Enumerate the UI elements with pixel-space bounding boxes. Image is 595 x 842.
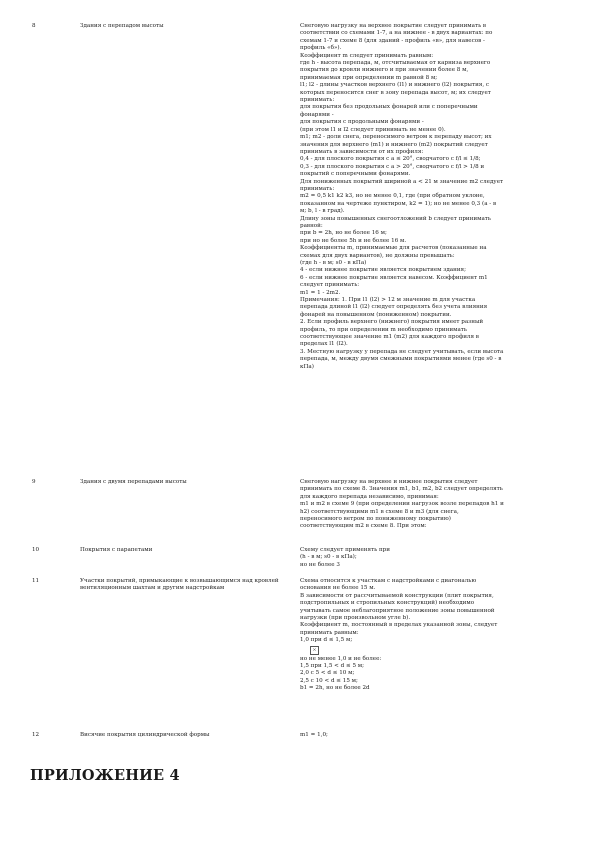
description-line: Коэффициенты m, принимаемые для расчетов (показанные на <box>300 245 487 252</box>
description-line: при b = 2h, но не более 16 м; <box>300 230 387 237</box>
description-line: но не более 3 <box>300 561 340 568</box>
description-line: при но не более 5h и не более 16 м. <box>300 237 407 244</box>
row-title: Здания с перепадом высоты <box>80 23 164 29</box>
description-line: фонарей на повышенном (пониженном) покрытии. <box>300 311 452 318</box>
row-description <box>300 547 562 569</box>
row-title: Здания с двумя перепадами высоты <box>80 479 187 485</box>
description-line: схемах для двух вариантов), не должны превышать: <box>300 252 455 259</box>
description-line: кПа) <box>300 363 314 370</box>
description-line: нагрузки (при произвольном угле b). <box>300 615 411 622</box>
row-description <box>300 479 562 531</box>
row-description <box>300 578 562 693</box>
description-line: принимать: <box>300 97 335 104</box>
description-line: показанном на чертеже пунктиром, k2 = 1); но не менее 0,3 (a - в <box>300 200 497 207</box>
description-line: 0,3 - для плоского покрытия с a > 20°, сводчатого с f/l > 1/8 и <box>300 163 485 170</box>
description-line: переносимого ветром по пониженному покрытию) <box>300 516 451 523</box>
description-line: соответствующим m2 в схеме 8. При этом: <box>300 523 427 530</box>
description-line: профиль, то при определении m необходимо принимать <box>300 326 467 333</box>
row-number: 11 <box>32 578 40 584</box>
description-line: В зависимости от рассчитываемой конструкции (плит покрытия, <box>300 592 494 599</box>
description-line: пределах l1 (l2). <box>300 341 348 348</box>
description-line: для каждого перепада независимо, принимая: <box>300 493 439 500</box>
description-line: 3. Местную нагрузку у перепада не следует учитывать, если высота <box>300 348 504 355</box>
description-line: соответствующее значение m1 (m2) для каждого профиля в <box>300 334 479 341</box>
description-line: перепада, м, между двумя смежными покрытиями менее (где s0 - в <box>300 356 502 363</box>
description-line: h2) соответствующими m1 в схеме 8 и m3 (для снега, <box>300 508 459 515</box>
description-line: Снеговую нагрузку на верхнее и нижнее покрытия следует <box>300 479 478 485</box>
description-line: 6 - если нижнее покрытие является навесом. Коэффициент m1 <box>300 274 488 281</box>
broken-image-line <box>300 645 562 656</box>
description-line: m1 = 1,0; <box>300 732 328 738</box>
description-line: Примечания: 1. При l1 (l2) > 12 м значение m для участка <box>300 297 476 304</box>
description-line: следует принимать: <box>300 282 360 289</box>
description-line: m2 = 0,5 k1 k2 k3, но не менее 0,1, где (при обратном уклоне, <box>300 193 485 200</box>
description-line: для покрытия без продольных фонарей или с поперечными <box>300 104 478 111</box>
description-line: значения для верхнего (m1) и нижнего (m2) покрытий следует <box>300 141 488 148</box>
row-number: 9 <box>32 479 36 485</box>
description-line: m1 = 1 - 2m2. <box>300 289 341 296</box>
description-line: соответствии со схемами 1-7, а на нижнее - в двух вариантах: по <box>300 30 493 37</box>
description-line: l1; l2 - длины участков верхнего (l1) и нижнего (l2) покрытия, с <box>300 82 490 89</box>
description-line: для покрытия с продольными фонарями - <box>300 119 424 126</box>
description-line: принимать: <box>300 185 335 192</box>
description-line: Схема относится к участкам с надстройками с диагональю <box>300 578 477 584</box>
description-line: схемам 1-7 и схеме 8 (для зданий - профиль «в», для навесов - <box>300 37 485 44</box>
description-line: Коэффициент m следует принимать равным: <box>300 52 434 59</box>
description-line: 1,5 при 1,5 < d ≤ 5 м; <box>300 663 365 670</box>
description-line: равной: <box>300 222 323 229</box>
description-line: Коэффициент m, постоянный в пределах указанной зоны, следует <box>300 622 498 629</box>
row-title: Покрытия с парапетами <box>80 547 153 553</box>
description-line: принимать равным: <box>300 629 359 636</box>
row-title: Висячие покрытия цилиндрической формы <box>80 732 210 738</box>
description-line: м; b, l - в град). <box>300 208 345 215</box>
description-line: Схему следует применять при <box>300 547 390 553</box>
description-line: m1 и m2 в схеме 9 (при определении нагрузок возле перепадов h1 и <box>300 501 504 508</box>
description-line: 2. Если профиль верхнего (нижнего) покрытия имеет разный <box>300 319 484 326</box>
description-line: перепада длиной l1 (l2) следует определять без учета влияния <box>300 304 488 311</box>
description-line: Длину зоны повышенных снегоотложений b следует принимать <box>300 215 491 222</box>
description-line: покрытия до кровли нижнего и при значении более 8 м, <box>300 67 469 74</box>
description-line: подстропильных и стропильных конструкций) необходимо <box>300 600 475 607</box>
description-line: где h - высота перепада, м, отсчитываемая от карниза верхнего <box>300 60 491 67</box>
description-line: покрытий с поперечными фонарями. <box>300 171 411 178</box>
row-title: Участки покрытий, примыкающие к возвышающимся над кровлей вентиляционным шахтам и другим надстройкам <box>80 578 279 592</box>
row-number: 10 <box>32 547 40 553</box>
description-line: (h - в м; s0 - в кПа); <box>300 554 357 561</box>
description-line: которых переносится снег в зону перепада высот, м; их следует <box>300 89 491 96</box>
description-line: 0,4 - для плоского покрытия с a ≤ 20°, сводчатого с f/l ≤ 1/8; <box>300 156 481 163</box>
description-line: Для пониженных покрытий шириной a < 21 м значение m2 следует <box>300 178 504 185</box>
description-line: 2,0 с 5 < d ≤ 10 м; <box>300 670 355 677</box>
description-line: но не менее 1,0 и не более: <box>300 655 382 662</box>
description-line: учитывать самое неблагоприятное положение зоны повышенной <box>300 607 495 614</box>
broken-image-icon: × <box>310 646 319 655</box>
description-line: фонарями - <box>300 111 334 118</box>
description-line: основания не более 15 м. <box>300 585 376 592</box>
description-line: принимать в зависимости от их профиля: <box>300 148 424 155</box>
description-line: (где h - в м; s0 - в кПа) <box>300 260 367 266</box>
row-description <box>300 732 562 739</box>
appendix-heading: ПРИЛОЖЕНИЕ 4 <box>30 767 180 784</box>
row-number: 8 <box>32 23 36 29</box>
description-line: 1,0 при d ≤ 1,5 м; <box>300 637 353 644</box>
row-number: 12 <box>32 732 40 738</box>
description-line: профиль «б»). <box>300 45 342 52</box>
description-line: (при этом l1 и l2 следует принимать не менее 0). <box>300 126 446 133</box>
description-line: Снеговую нагрузку на верхнее покрытие следует принимать в <box>300 23 487 29</box>
description-line: b1 = 2h, но не более 2d <box>300 685 370 692</box>
row-description <box>300 23 562 371</box>
description-line: 4 - если нижнее покрытие является покрытием здания; <box>300 267 466 274</box>
description-line: m1; m2 - доли снега, переносимого ветром к перепаду высот; их <box>300 134 492 141</box>
description-line: принимать по схеме 8. Значения m1, b1, m2, b2 следует определять <box>300 486 503 493</box>
description-line: принимаемая при определении m равной 8 м; <box>300 74 438 81</box>
description-line: 2,5 с 10 < d ≤ 15 м; <box>300 677 358 684</box>
